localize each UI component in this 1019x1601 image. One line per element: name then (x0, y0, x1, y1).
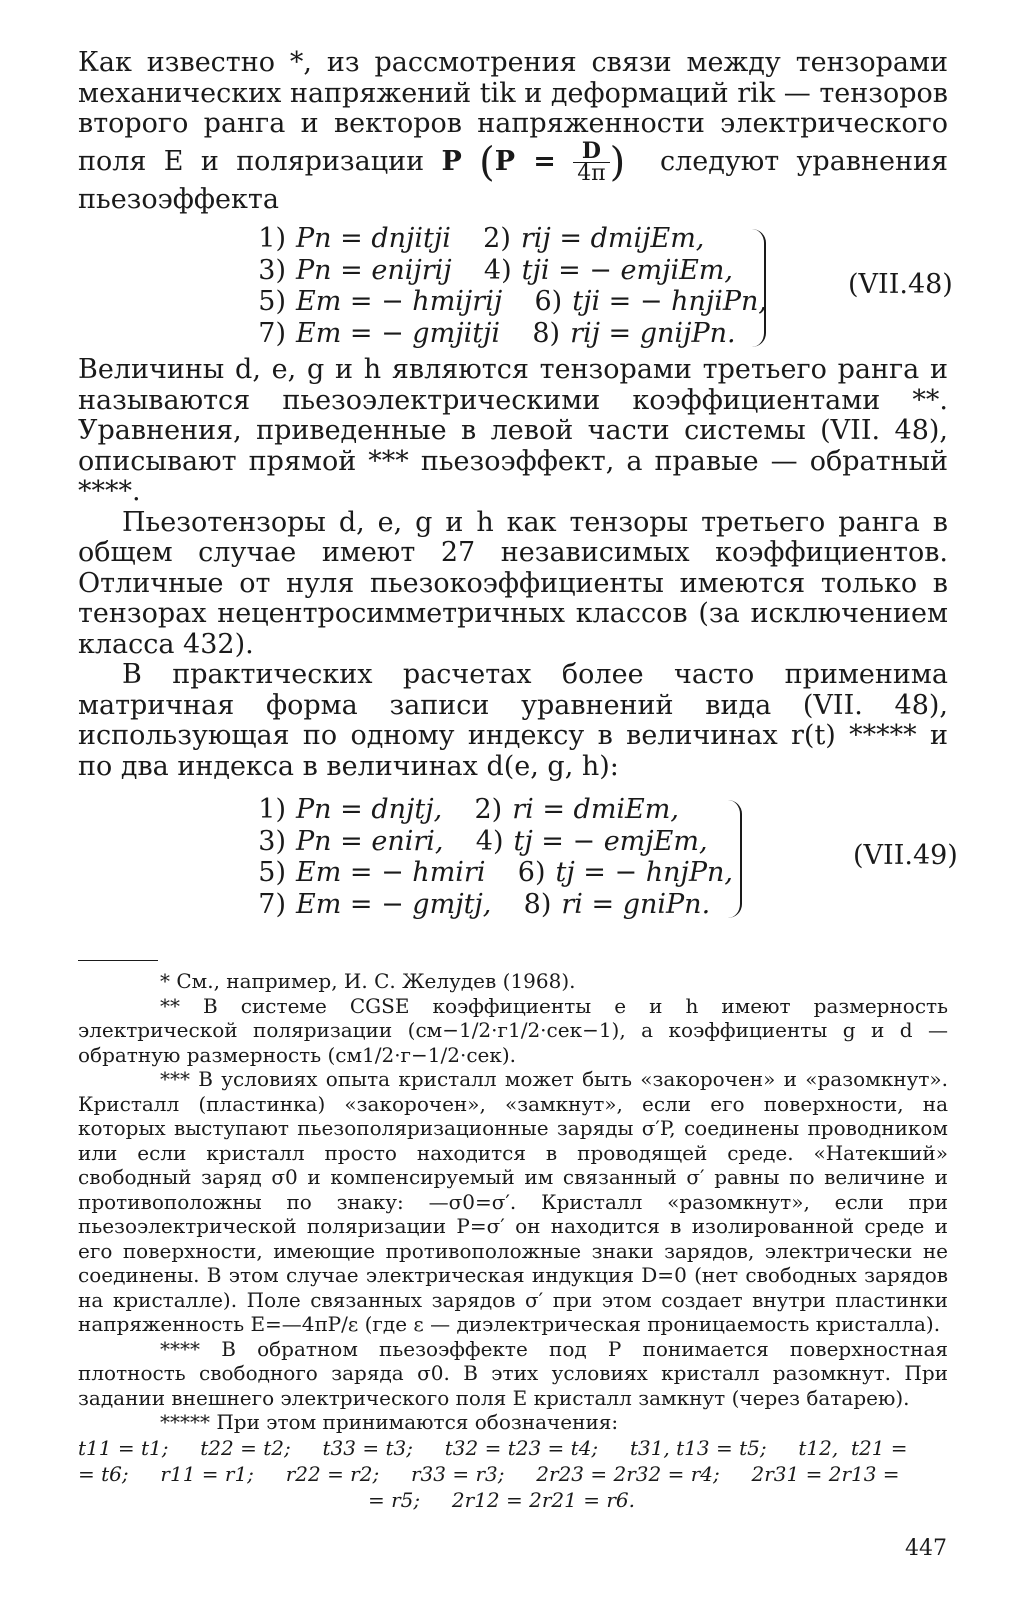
intro-paren-right: ) (609, 138, 626, 185)
eq49-row (256, 889, 948, 921)
footnote-3: *** В условиях опыта кристалл может быть «закорочен» и «разомкнут». Кристалл (пластинка) «закорочен», «замкнут», если его поверхности, на которых выступают пьезополяризационные заряды σ′P, соединены проводником или если кристалл просто находится в проводящей среде. «Натекший» свободный заряд σ0 и компенсируемый им связанный σ′ равны по величине и противоположны по знаку: —σ0=σ′. Кристалл «разомкнут», если при пьезоэлектрической поляризации P=σ′ он находится в изолированной среде и его поверхности, имеющие противоположные знаки зарядов, электрически не соединены. В этом случае электрическая индукция D=0 (нет свободных зарядов на кристалле). Поле связанных зарядов σ′ при этом создает внутри пластинки напряженность E=—4πP/ε (где ε — диэлектрическая проницаемость кристалла). (78, 1067, 948, 1336)
intro-tail: следуют уравнения пьезоэффекта (78, 145, 948, 215)
footnote-5: ***** При этом принимаются обозначения: (160, 1410, 619, 1434)
intro-text: Как известно *, из рассмотрения связи между тензорами механических напряжений tik и деформаций rik — тензоров второго ранга и векторов напряженности электрического поля E и поляризации (78, 47, 948, 177)
footnote-1: * См., например, И. С. Желудев (1968). (160, 969, 576, 993)
eq48-num: 3) (258, 254, 286, 286)
eq48-num: 6) (534, 286, 563, 317)
right-brace (750, 229, 766, 347)
notation-line: t11 = t1; t22 = t2; t33 = t3; t32 = t23 = t4; t31, t13 = t5; t12, t21 = (78, 1435, 908, 1460)
paragraph-coefficients: Величины d, e, g и h являются тензорами третьего ранга и называются пьезоэлектрическими коэффициентами **. Уравнения, приведенные в левой части системы (VII. 48), описывают прямой *** пьезоэффект, а правые — обратный ****. (78, 354, 948, 507)
eq48-num: 2) (483, 223, 511, 254)
eq49-row (256, 794, 948, 826)
eq49-num: 6) (517, 857, 546, 888)
notation-line: = t6; r11 = r1; r22 = r2; r33 = r3; 2r23 = 2r32 = r4; 2r31 = 2r13 = (78, 1461, 900, 1486)
eq49-formula: tj = − emjEm, (513, 825, 708, 857)
eq49-row (256, 857, 948, 889)
equation-label-48: (VII.48) (848, 269, 953, 300)
eq48-num: 4) (483, 254, 512, 286)
eq48-row (256, 255, 948, 287)
footnote-2: ** В системе CGSE коэффициенты e и h имеют размерность электрической поляризации (см−1/2·г1/2·сек−1), а коэффициенты g и d — обратную размерность (см1/2·г−1/2·сек). (78, 993, 948, 1067)
eq49-num: 2) (474, 794, 503, 825)
frac-numerator: D (573, 140, 609, 163)
eq48-formula: rij = dmijEm, (520, 223, 705, 254)
right-brace (726, 800, 742, 918)
eq48-formula: Pn = dnjitji (296, 223, 451, 254)
eq48-num: 8) (532, 317, 561, 349)
eq49-formula: tj = − hnjPn, (555, 857, 733, 888)
intro-symbol-p: P (441, 145, 462, 177)
eq48-formula: Pn = enijrij (296, 254, 452, 286)
eq49-formula: Em = − gmjtj, (296, 888, 492, 920)
paragraph-matrix-form: В практических расчетах более часто применима матричная форма записи уравнений вида (VII. 48), использующая по одному индексу в величинах r(t) ***** и по два индекса в величинах d(e, g, h): (78, 659, 948, 782)
eq48-row (256, 286, 948, 318)
eq49-num: 1) (258, 794, 286, 825)
page-number: 447 (905, 1536, 947, 1561)
frac-denominator: 4π (577, 160, 606, 186)
eq48-row (256, 318, 948, 350)
eq49-formula: Em = − hmiri (296, 857, 486, 888)
eq48-formula: Em = − hmijrij (296, 286, 503, 317)
equation-system-49 (78, 794, 958, 920)
eq49-num: 7) (258, 888, 286, 920)
eq49-num: 5) (258, 857, 286, 888)
eq49-formula: Pn = dnjtj, (296, 794, 443, 825)
eq49-num: 4) (475, 825, 504, 857)
eq49-formula: ri = dmiEm, (512, 794, 679, 825)
eq49-formula: ri = gniPn. (561, 888, 711, 920)
eq48-formula: Em = − gmjitji (296, 317, 501, 349)
intro-paragraph (78, 48, 948, 215)
eq49-row (256, 826, 948, 858)
paragraph-piezotensors: Пьезотензоры d, e, g и h как тензоры третьего ранга в общем случае имеют 27 независимых коэффициентов. Отличные от нуля пьезокоэффициенты имеются только в тензорах нецентросимметричных классов (за исключением класса 432). (78, 506, 948, 660)
eq48-num: 5) (258, 286, 286, 317)
intro-paren-left: ( (479, 138, 495, 185)
eq48-formula: rij = gnijPn. (570, 317, 736, 349)
eq48-formula: tji = − emjiEm, (521, 254, 733, 286)
eq49-formula: Pn = eniri, (296, 825, 444, 857)
equation-system-48 (78, 223, 953, 349)
footnote-divider (78, 960, 158, 961)
eq48-formula: tji = − hnjiPn, (572, 286, 767, 317)
intro-fraction (573, 137, 609, 186)
footnote-4: **** В обратном пьезоэффекте под P понимается поверхностная плотность свободного заряда σ0. В этих условиях кристалл разомкнут. При задании внешнего электрического поля E кристалл замкнут (через батарею). (78, 1336, 948, 1410)
eq49-num: 3) (258, 825, 286, 857)
equation-label-49: (VII.49) (853, 840, 958, 871)
intro-p-eq: P = (494, 145, 556, 177)
eq48-num: 7) (258, 317, 286, 349)
eq48-num: 1) (258, 223, 286, 254)
eq49-num: 8) (523, 888, 552, 920)
page-body (78, 47, 958, 1513)
eq48-row (256, 223, 948, 255)
notation-line: = r5; 2r12 = 2r21 = r6. (368, 1487, 635, 1512)
